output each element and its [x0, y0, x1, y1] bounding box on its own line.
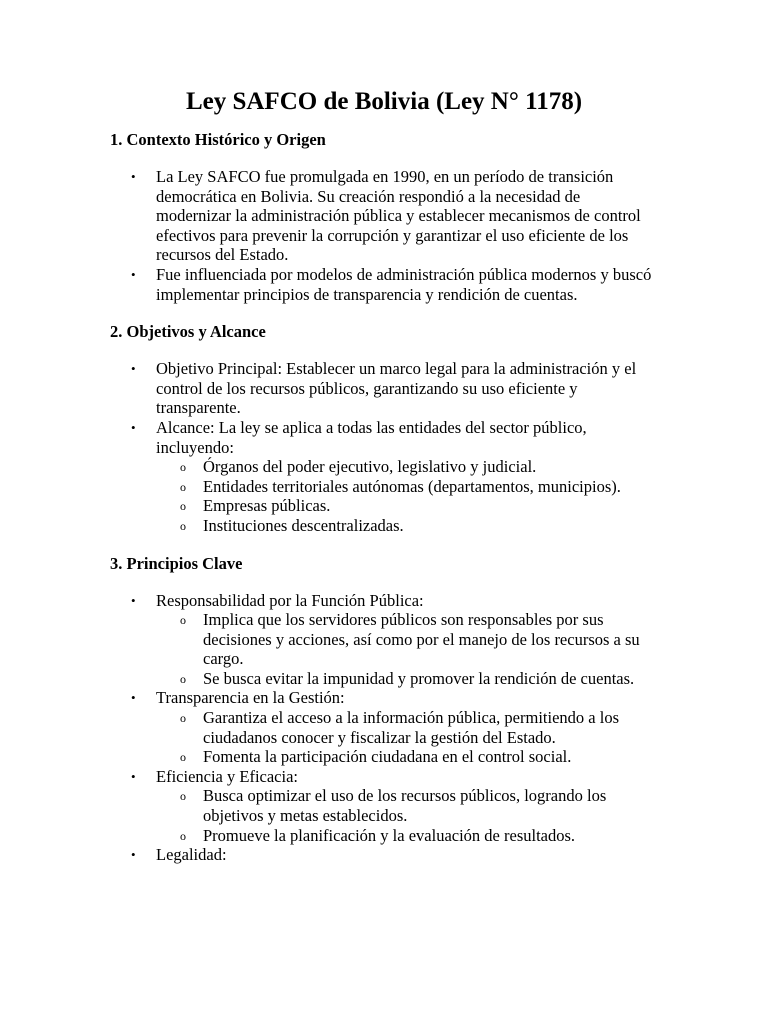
list-item — [110, 845, 658, 865]
bullet-marker: • — [131, 361, 136, 377]
sub-list-item-text: Busca optimizar el uso de los recursos públicos, logrando los objetivos y metas establecidos. — [203, 786, 607, 826]
sub-bullet-marker: o — [180, 479, 186, 494]
sub-bullet-marker: o — [180, 460, 186, 475]
list-item — [110, 359, 658, 418]
list-item — [110, 591, 658, 689]
section-heading: 2. Objetivos y Alcance — [110, 322, 266, 342]
bullet-list — [110, 359, 658, 535]
sub-list-item — [156, 786, 658, 825]
list-item-text: La Ley SAFCO fue promulgada en 1990, en un período de transición democrática en Bolivia. Su creación respondió a la necesidad de modernizar la administración pública y establecer mecanismos de control efectivos para prevenir la corrupción y garantizar el uso eficiente de los recursos del Estado. — [156, 167, 641, 265]
sub-list-item-text: Entidades territoriales autónomas (departamentos, municipios). — [203, 476, 621, 496]
sub-list-item — [156, 747, 658, 767]
list-item — [110, 167, 658, 265]
document-title: Ley SAFCO de Bolivia (Ley N° 1178) — [185, 88, 583, 115]
list-item — [110, 767, 658, 845]
sub-list-item — [156, 496, 658, 516]
sub-list-item-text: Instituciones descentralizadas. — [203, 515, 404, 535]
sub-list-item — [156, 610, 658, 669]
sub-list-item-text: Órganos del poder ejecutivo, legislativo y judicial. — [203, 457, 537, 477]
sub-list-item — [156, 516, 658, 536]
list-item-text: Transparencia en la Gestión: — [156, 688, 345, 708]
bullet-marker: • — [131, 768, 136, 784]
list-item-text: Eficiencia y Eficacia: — [156, 766, 298, 786]
bullet-marker: • — [131, 592, 136, 608]
section-heading: 1. Contexto Histórico y Origen — [110, 130, 326, 149]
list-item-text: Objetivo Principal: Establecer un marco legal para la administración y el control de los recursos públicos, garantizando su uso eficiente y transparente. — [156, 359, 637, 418]
list-item — [110, 418, 658, 536]
sub-list-item-text: Implica que los servidores públicos son responsables por sus decisiones y acciones, así como por el manejo de los recursos a su cargo. — [203, 610, 640, 669]
bullet-list — [110, 167, 658, 304]
sub-bullet-marker: o — [180, 789, 186, 804]
sub-bullet-marker: o — [180, 828, 186, 843]
sub-bullet-marker: o — [180, 499, 186, 514]
sub-list-item-text: Se busca evitar la impunidad y promover la rendición de cuentas. — [203, 668, 635, 688]
list-item-text: Legalidad: — [156, 845, 227, 865]
sub-list-item — [156, 826, 658, 846]
sub-bullet-list — [156, 708, 658, 767]
sub-bullet-list — [156, 786, 658, 845]
bullet-marker: • — [131, 419, 136, 435]
bullet-marker: • — [131, 169, 136, 184]
sub-bullet-marker: o — [180, 671, 186, 686]
sub-bullet-list — [156, 457, 658, 535]
sub-list-item — [156, 708, 658, 747]
sub-bullet-marker: o — [180, 518, 186, 533]
bullet-marker: • — [131, 847, 136, 863]
list-item-text: Alcance: La ley se aplica a todas las entidades del sector público, incluyendo: — [156, 417, 587, 457]
sub-bullet-marker: o — [180, 613, 186, 628]
sub-list-item — [156, 457, 658, 477]
section-heading: 3. Principios Clave — [110, 553, 243, 573]
list-item — [110, 265, 658, 304]
sub-list-item-text: Empresas públicas. — [203, 496, 331, 516]
sub-list-item-text: Garantiza el acceso a la información pública, permitiendo a los ciudadanos conocer y fiscalizar la gestión del Estado. — [203, 708, 619, 747]
sub-bullet-list — [156, 610, 658, 688]
list-item-text: Fue influenciada por modelos de administración pública modernos y buscó implementar principios de transparencia y rendición de cuentas. — [156, 264, 652, 304]
list-item — [110, 688, 658, 766]
bullet-marker: • — [131, 266, 136, 282]
sub-list-item — [156, 669, 658, 689]
sub-list-item — [156, 477, 658, 497]
sub-list-item-text: Fomenta la participación ciudadana en el control social. — [203, 747, 572, 767]
list-item-text: Responsabilidad por la Función Pública: — [156, 590, 424, 610]
sub-bullet-marker: o — [180, 750, 186, 765]
bullet-marker: • — [131, 690, 136, 706]
sub-list-item-text: Promueve la planificación y la evaluación de resultados. — [203, 825, 576, 845]
sub-bullet-marker: o — [180, 711, 186, 726]
bullet-list — [110, 591, 658, 865]
